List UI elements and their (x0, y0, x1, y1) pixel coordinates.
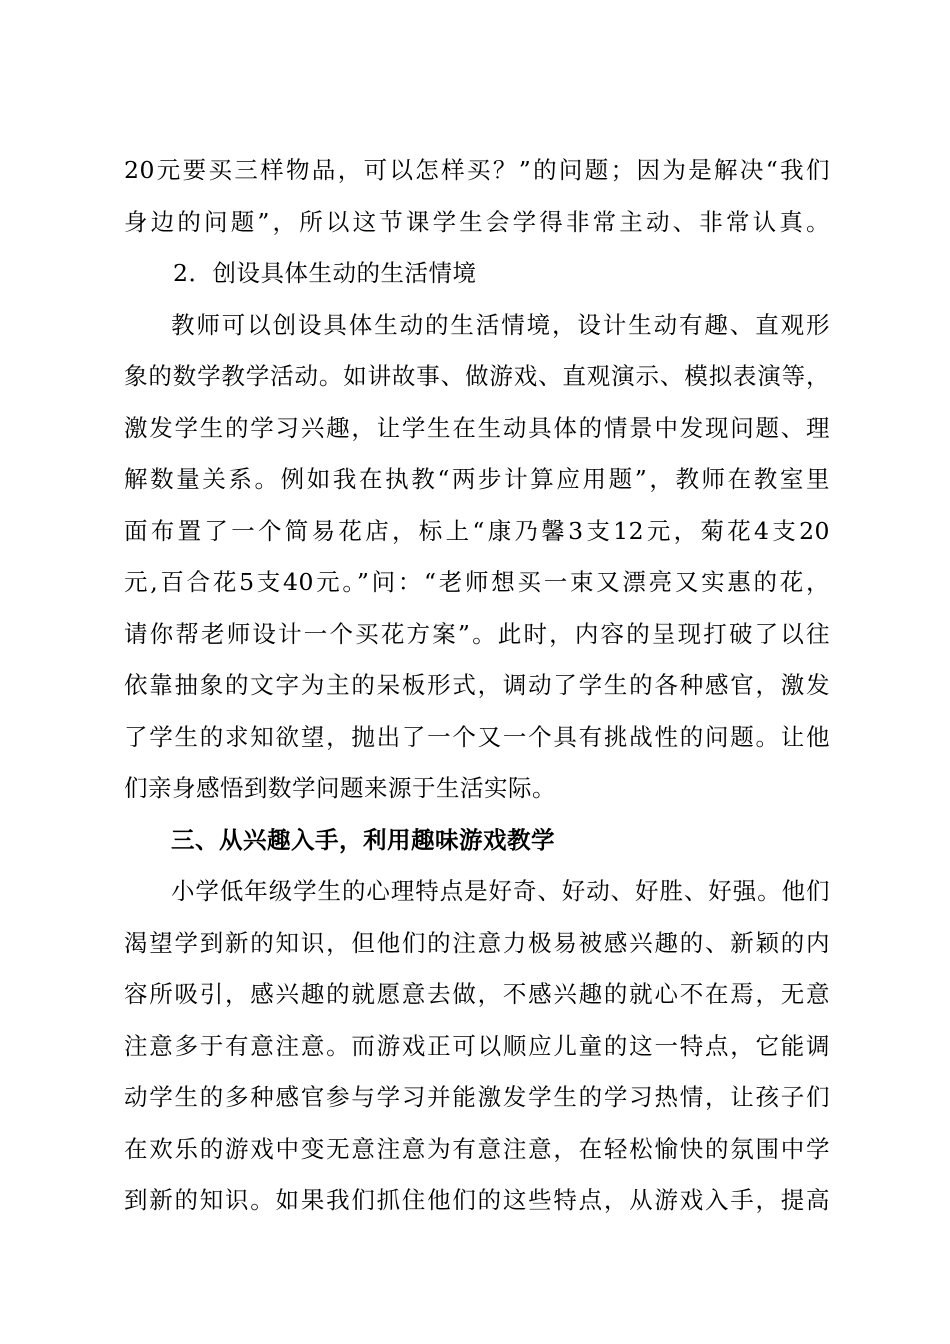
document-body (124, 145, 830, 1227)
paragraph-line: 们亲身感悟到数学问题来源于生活实际。 (124, 774, 556, 802)
paragraph-line: 请你帮老师设计一个买花方案”。此时，内容的呈现打破了以往 (124, 619, 830, 648)
paragraph-line: 20元要买三样物品，可以怎样买？”的问题；因为是解决“我们 (124, 156, 830, 184)
section-3-heading: 三、从兴趣入手，利用趣味游戏教学 (171, 825, 555, 854)
paragraph-line: 象的数学教学活动。如讲故事、做游戏、直观演示、模拟表演等， (124, 362, 830, 390)
paragraph-2 (124, 300, 830, 815)
paragraph-line: 身边的问题”，所以这节课学生会学得非常主动、非常认真。 (124, 207, 830, 236)
paragraph-line: 解数量关系。例如我在执教“两步计算应用题”，教师在教室里 (124, 465, 830, 493)
paragraph-line: 容所吸引，感兴趣的就愿意去做，不感兴趣的就心不在焉，无意 (124, 980, 830, 1008)
paragraph-3 (124, 866, 830, 1227)
paragraph-line: 小学低年级学生的心理特点是好奇、好动、好胜、好强。他们 (171, 877, 830, 905)
paragraph-line: 教师可以创设具体生动的生活情境，设计生动有趣、直观形 (171, 310, 830, 339)
paragraph-line: 依靠抽象的文字为主的呆板形式，调动了学生的各种感官，激发 (124, 671, 830, 699)
subheading-2: 2．创设具体生动的生活情境 (173, 259, 477, 287)
paragraph-line: 到新的知识。如果我们抓住他们的这些特点，从游戏入手，提高 (124, 1186, 830, 1214)
paragraph-line: 在欢乐的游戏中变无意注意为有意注意，在轻松愉快的氛围中学 (124, 1134, 830, 1163)
paragraph-line: 激发学生的学习兴趣，让学生在生动具体的情景中发现问题、理 (124, 413, 830, 442)
paragraph-line: 了学生的求知欲望，抛出了一个又一个具有挑战性的问题。让他 (124, 722, 830, 751)
paragraph-line: 面布置了一个简易花店，标上“康乃馨3支12元，菊花4支20 (124, 516, 830, 545)
paragraph-1 (124, 145, 830, 248)
paragraph-line: 注意多于有意注意。而游戏正可以顺应儿童的这一特点，它能调 (124, 1031, 830, 1060)
paragraph-line: 元,百合花5支40元。”问：“老师想买一束又漂亮又实惠的花， (124, 568, 830, 596)
paragraph-line: 动学生的多种感官参与学习并能激发学生的学习热情，让孩子们 (124, 1083, 830, 1111)
paragraph-line: 渴望学到新的知识，但他们的注意力极易被感兴趣的、新颖的内 (124, 928, 830, 957)
